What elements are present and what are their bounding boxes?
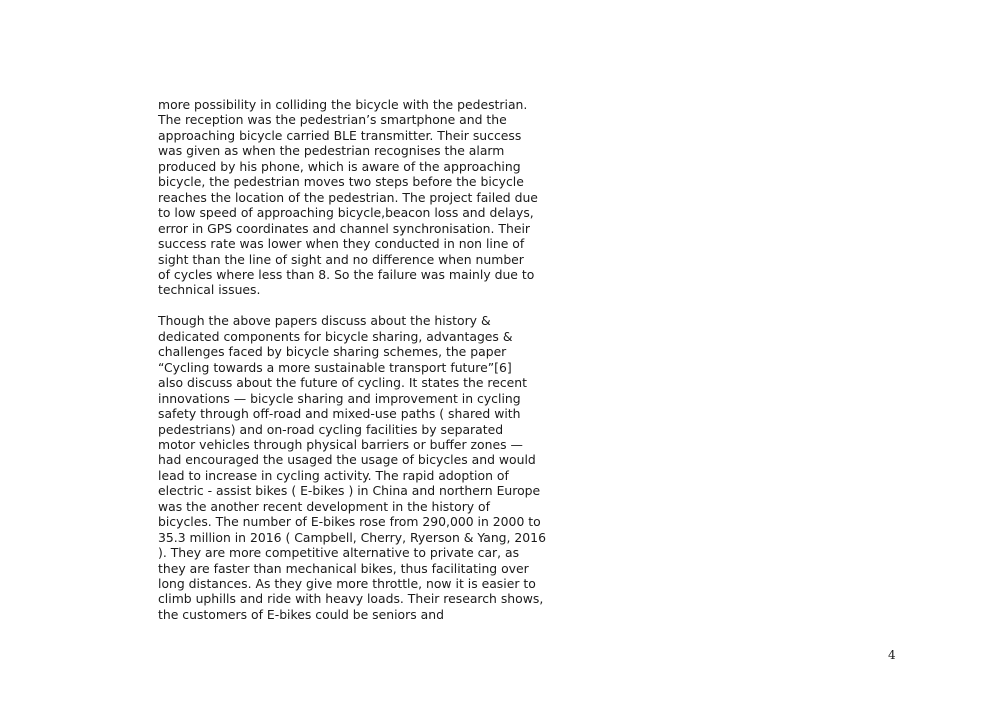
text-line: also discuss about the future of cycling. It states the recent (158, 375, 527, 391)
text-line: to low speed of approaching bicycle,beacon loss and delays, (158, 205, 534, 221)
text-line: motor vehicles through physical barriers or buffer zones — (158, 436, 523, 452)
text-line: the customers of E-bikes could be seniors and (158, 606, 444, 622)
text-line: they are faster than mechanical bikes, thus facilitating over (158, 560, 529, 576)
text-line: ). They are more competitive alternative to private car, as (158, 545, 520, 561)
text-line: error in GPS coordinates and channel synchronisation. Their (158, 220, 530, 236)
text-line: produced by his phone, which is aware of the approaching (158, 158, 521, 174)
text-line: more possibility in colliding the bicycle with the pedestrian. (158, 97, 528, 112)
page-number: 4 (888, 648, 896, 662)
text-line: of cycles where less than 8. So the failure was mainly due to (158, 266, 535, 282)
text-line: reaches the location of the pedestrian. The project failed due (158, 189, 538, 205)
text-line: safety through off-road and mixed-use paths ( shared with (158, 406, 521, 422)
text-line: sight than the line of sight and no difference when number (158, 251, 524, 267)
text-line: Though the above papers discuss about the history & (158, 313, 491, 329)
paragraph (158, 97, 538, 298)
text-line: bicycles. The number of E-bikes rose from 290,000 in 2000 to (158, 514, 541, 530)
text-line: lead to increase in cycling activity. The rapid adoption of (158, 467, 509, 483)
text-line: approaching bicycle carried BLE transmitter. Their success (158, 127, 522, 143)
text-line: dedicated components for bicycle sharing, advantages & (158, 328, 513, 344)
text-line: was the another recent development in the history of (158, 498, 490, 514)
text-line: The reception was the pedestrian’s smartphone and the (158, 112, 507, 128)
text-line: 35.3 million in 2016 ( Campbell, Cherry, Ryerson & Yang, 2016 (158, 529, 546, 545)
text-line: pedestrians) and on-road cycling facilities by separated (158, 421, 504, 437)
text-line: “Cycling towards a more sustainable transport future”[6] (158, 359, 512, 375)
text-line: challenges faced by bicycle sharing schemes, the paper (158, 344, 507, 360)
text-line: technical issues. (158, 282, 261, 298)
text-line: long distances. As they give more throttle, now it is easier to (158, 576, 536, 592)
text-line: success rate was lower when they conducted in non line of (158, 236, 525, 252)
text-line: had encouraged the usaged the usage of bicycles and would (158, 452, 536, 468)
body-text (158, 97, 546, 622)
text-line: climb uphills and ride with heavy loads. Their research shows, (158, 591, 544, 607)
text-line: bicycle, the pedestrian moves two steps before the bicycle (158, 174, 524, 190)
paragraph (158, 313, 546, 622)
paragraph-gap (158, 298, 538, 313)
text-line: innovations — bicycle sharing and improvement in cycling (158, 390, 521, 406)
text-line: electric - assist bikes ( E-bikes ) in China and northern Europe (158, 483, 541, 499)
text-line: was given as when the pedestrian recognises the alarm (158, 143, 505, 159)
